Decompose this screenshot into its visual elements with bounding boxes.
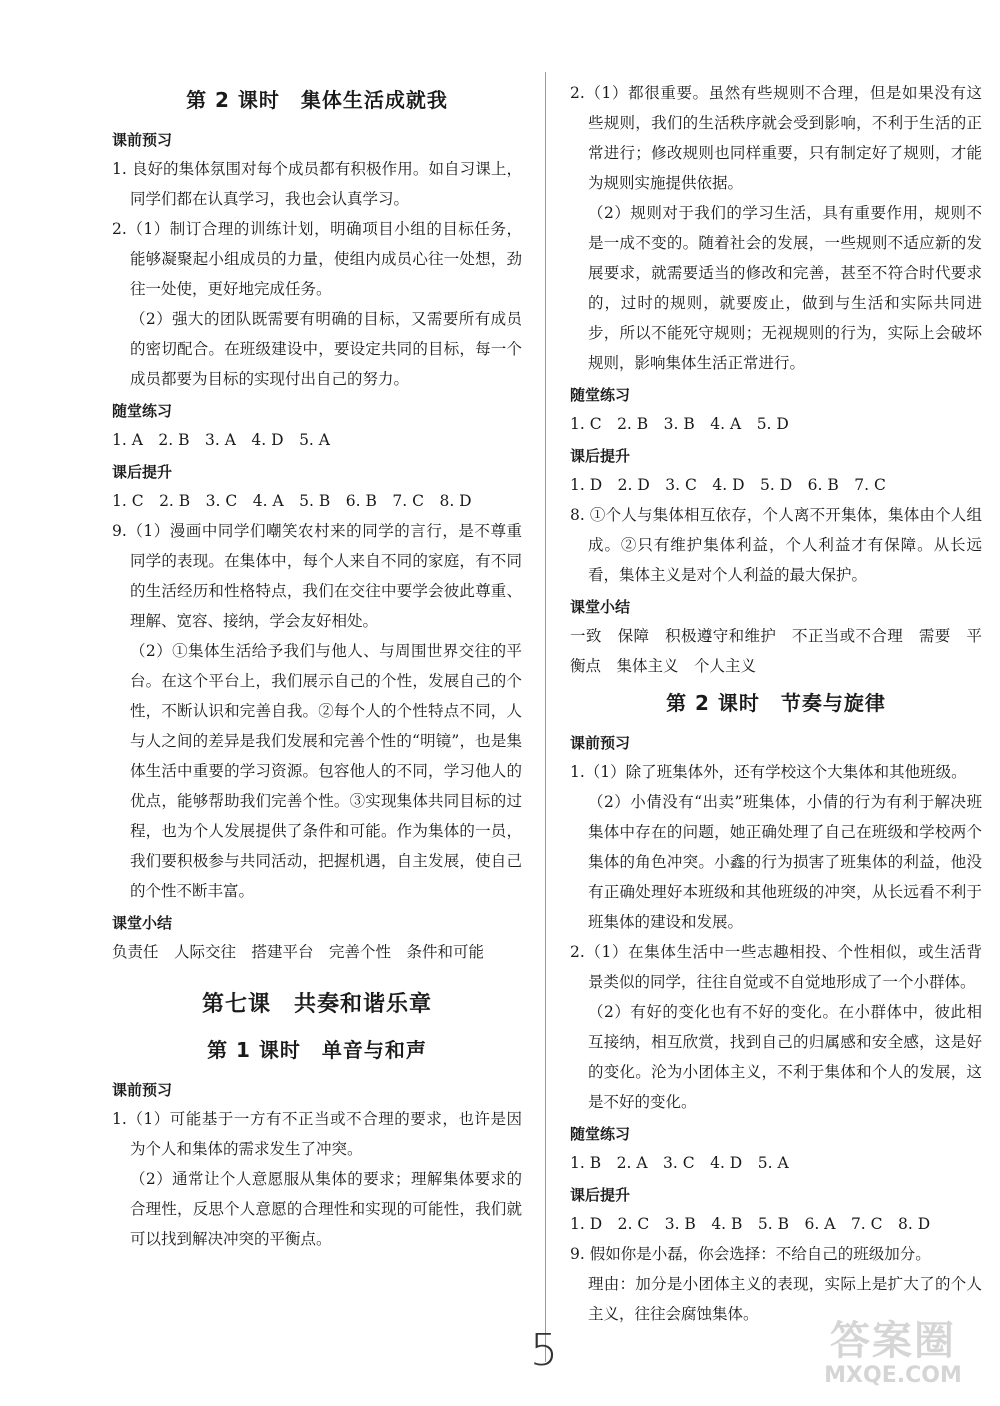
watermark-site-text: MXQE.COM xyxy=(824,1363,962,1388)
section-head-summary: 课堂小结 xyxy=(112,914,173,932)
watermark-logo-text: 答案圈 xyxy=(830,1318,956,1364)
answer-paragraph: 1.（1）可能基于一方有不正当或不合理的要求，也许是因为个人和集体的需求发生了冲突。 xyxy=(112,1110,522,1158)
section-head-improve: 课后提升 xyxy=(570,447,631,465)
column-divider xyxy=(545,72,546,1362)
summary-keywords: 一致 保障 积极遵守和维护 不正当或不合理 需要 平衡点 集体主义 个人主义 xyxy=(570,627,982,675)
page-number: 5 xyxy=(530,1325,558,1376)
answer-paragraph: 2.（1）在集体生活中一些志趣相投、个性相似，或生活背景类似的同学，往往自觉或不自觉地形成了一个小群体。 xyxy=(570,943,982,991)
answer-paragraph: 2.（1）都很重要。虽然有些规则不合理，但是如果没有这些规则，我们的生活秩序就会受到影响，不利于生活的正常进行；修改规则也同样重要，只有制定好了规则，才能为规则实施提供依据。 xyxy=(570,84,982,192)
section-head-practice: 随堂练习 xyxy=(112,402,173,420)
answer-paragraph: 1. 良好的集体氛围对每个成员都有积极作用。如自习课上，同学们都在认真学习，我也会认真学习。 xyxy=(112,160,522,208)
answer-paragraph: 9.（1）漫画中同学们嘲笑农村来的同学的言行，是不尊重同学的表现。在集体中，每个人来自不同的家庭，有不同的生活经历和性格特点，我们在交往中要学会彼此尊重、理解、宽容、接纳，学会友好相处。 xyxy=(112,522,522,630)
answer-paragraph: （2）规则对于我们的学习生活，具有重要作用，规则不是一成不变的。随着社会的发展，一些规则不适应新的发展要求，就需要适当的修改和完善，甚至不符合时代要求的，过时的规则，就要废止，做到与生活和实际共同进步，所以不能死守规则；无视规则的行为，实际上会破坏规则，影响集体生活正常进行。 xyxy=(588,204,982,372)
chapter-title: 第七课 共奏和谐乐章 xyxy=(201,992,432,1017)
answer-paragraph: 理由：加分是小团体主义的表现，实际上是扩大了的个人主义，往往会腐蚀集体。 xyxy=(588,1275,982,1323)
answer-paragraph: 8. ①个人与集体相互依存，个人离不开集体，集体由个人组成。②只有维护集体利益，个人利益才有保障。从长远看，集体主义是对个人利益的最大保护。 xyxy=(570,506,982,584)
answer-paragraph: （2）①集体生活给予我们与他人、与周围世界交往的平台。在这个平台上，我们展示自己的个性，发展自己的个性，不断认识和完善自我。②每个人的个性特点不同，人与人之间的差异是我们发展和完善个性的“明镜”，也是集体生活中重要的学习资源。包容他人的不同，学习他人的优点，能够帮助我们完善个性。③实现集体共同目标的过程，也为个人发展提供了条件和可能。作为集体的一员，我们要积极参与共同活动，把握机遇，自主发展，使自己的个性不断丰富。 xyxy=(130,642,522,900)
lesson-title-3: 第 2 课时 节奏与旋律 xyxy=(666,691,886,715)
section-head-summary: 课堂小结 xyxy=(570,598,631,616)
watermark-logo xyxy=(808,1319,978,1388)
answer-paragraph: （2）强大的团队既需要有明确的目标，又需要所有成员的密切配合。在班级建设中，要设定共同的目标，每一个成员都要为目标的实现付出自己的努力。 xyxy=(130,310,522,388)
choice-answers: 1. A 2. B 3. A 4. D 5. A xyxy=(112,431,330,449)
section-head-improve: 课后提升 xyxy=(112,463,173,481)
choice-answers: 1. D 2. D 3. C 4. D 5. D 6. B 7. C xyxy=(570,476,886,494)
left-column xyxy=(112,78,522,1254)
right-column xyxy=(570,78,982,1329)
section-head-improve: 课后提升 xyxy=(570,1186,631,1204)
choice-answers: 1. C 2. B 3. C 4. A 5. B 6. B 7. C 8. D xyxy=(112,492,472,510)
answer-paragraph: （2）小倩没有“出卖”班集体，小倩的行为有利于解决班集体中存在的问题，她正确处理了自己在班级和学校两个集体的角色冲突。小鑫的行为损害了班集体的利益，他没有正确处理好本班级和其他班级的冲突，从长远看不利于班集体的建设和发展。 xyxy=(588,793,982,931)
summary-keywords: 负责任 人际交往 搭建平台 完善个性 条件和可能 xyxy=(112,943,485,961)
answer-paragraph: 2.（1）制订合理的训练计划，明确项目小组的目标任务，能够凝聚起小组成员的力量，使组内成员心往一处想，劲往一处使，更好地完成任务。 xyxy=(112,220,522,298)
section-head-preview: 课前预习 xyxy=(570,734,631,752)
choice-answers: 1. C 2. B 3. B 4. A 5. D xyxy=(570,415,789,433)
choice-answers: 1. B 2. A 3. C 4. D 5. A xyxy=(570,1154,789,1172)
answer-paragraph: （2）有好的变化也有不好的变化。在小群体中，彼此相互接纳，相互欣赏，找到自己的归属感和安全感，这是好的变化。沦为小团体主义，不利于集体和个人的发展，这是不好的变化。 xyxy=(588,1003,982,1111)
section-head-preview: 课前预习 xyxy=(112,131,173,149)
section-head-practice: 随堂练习 xyxy=(570,386,631,404)
answer-paragraph: 9. 假如你是小磊，你会选择：不给自己的班级加分。 xyxy=(570,1245,931,1263)
section-head-practice: 随堂练习 xyxy=(570,1125,631,1143)
answer-paragraph: 1.（1）除了班集体外，还有学校这个大集体和其他班级。 xyxy=(570,763,967,781)
answer-paragraph: （2）通常让个人意愿服从集体的要求；理解集体要求的合理性，反思个人意愿的合理性和实现的可能性，我们就可以找到解决冲突的平衡点。 xyxy=(130,1170,522,1248)
lesson-title-2: 第 1 课时 单音与和声 xyxy=(207,1038,427,1062)
choice-answers: 1. D 2. C 3. B 4. B 5. B 6. A 7. C 8. D xyxy=(570,1215,931,1233)
lesson-title-1: 第 2 课时 集体生活成就我 xyxy=(186,88,448,112)
section-head-preview: 课前预习 xyxy=(112,1081,173,1099)
